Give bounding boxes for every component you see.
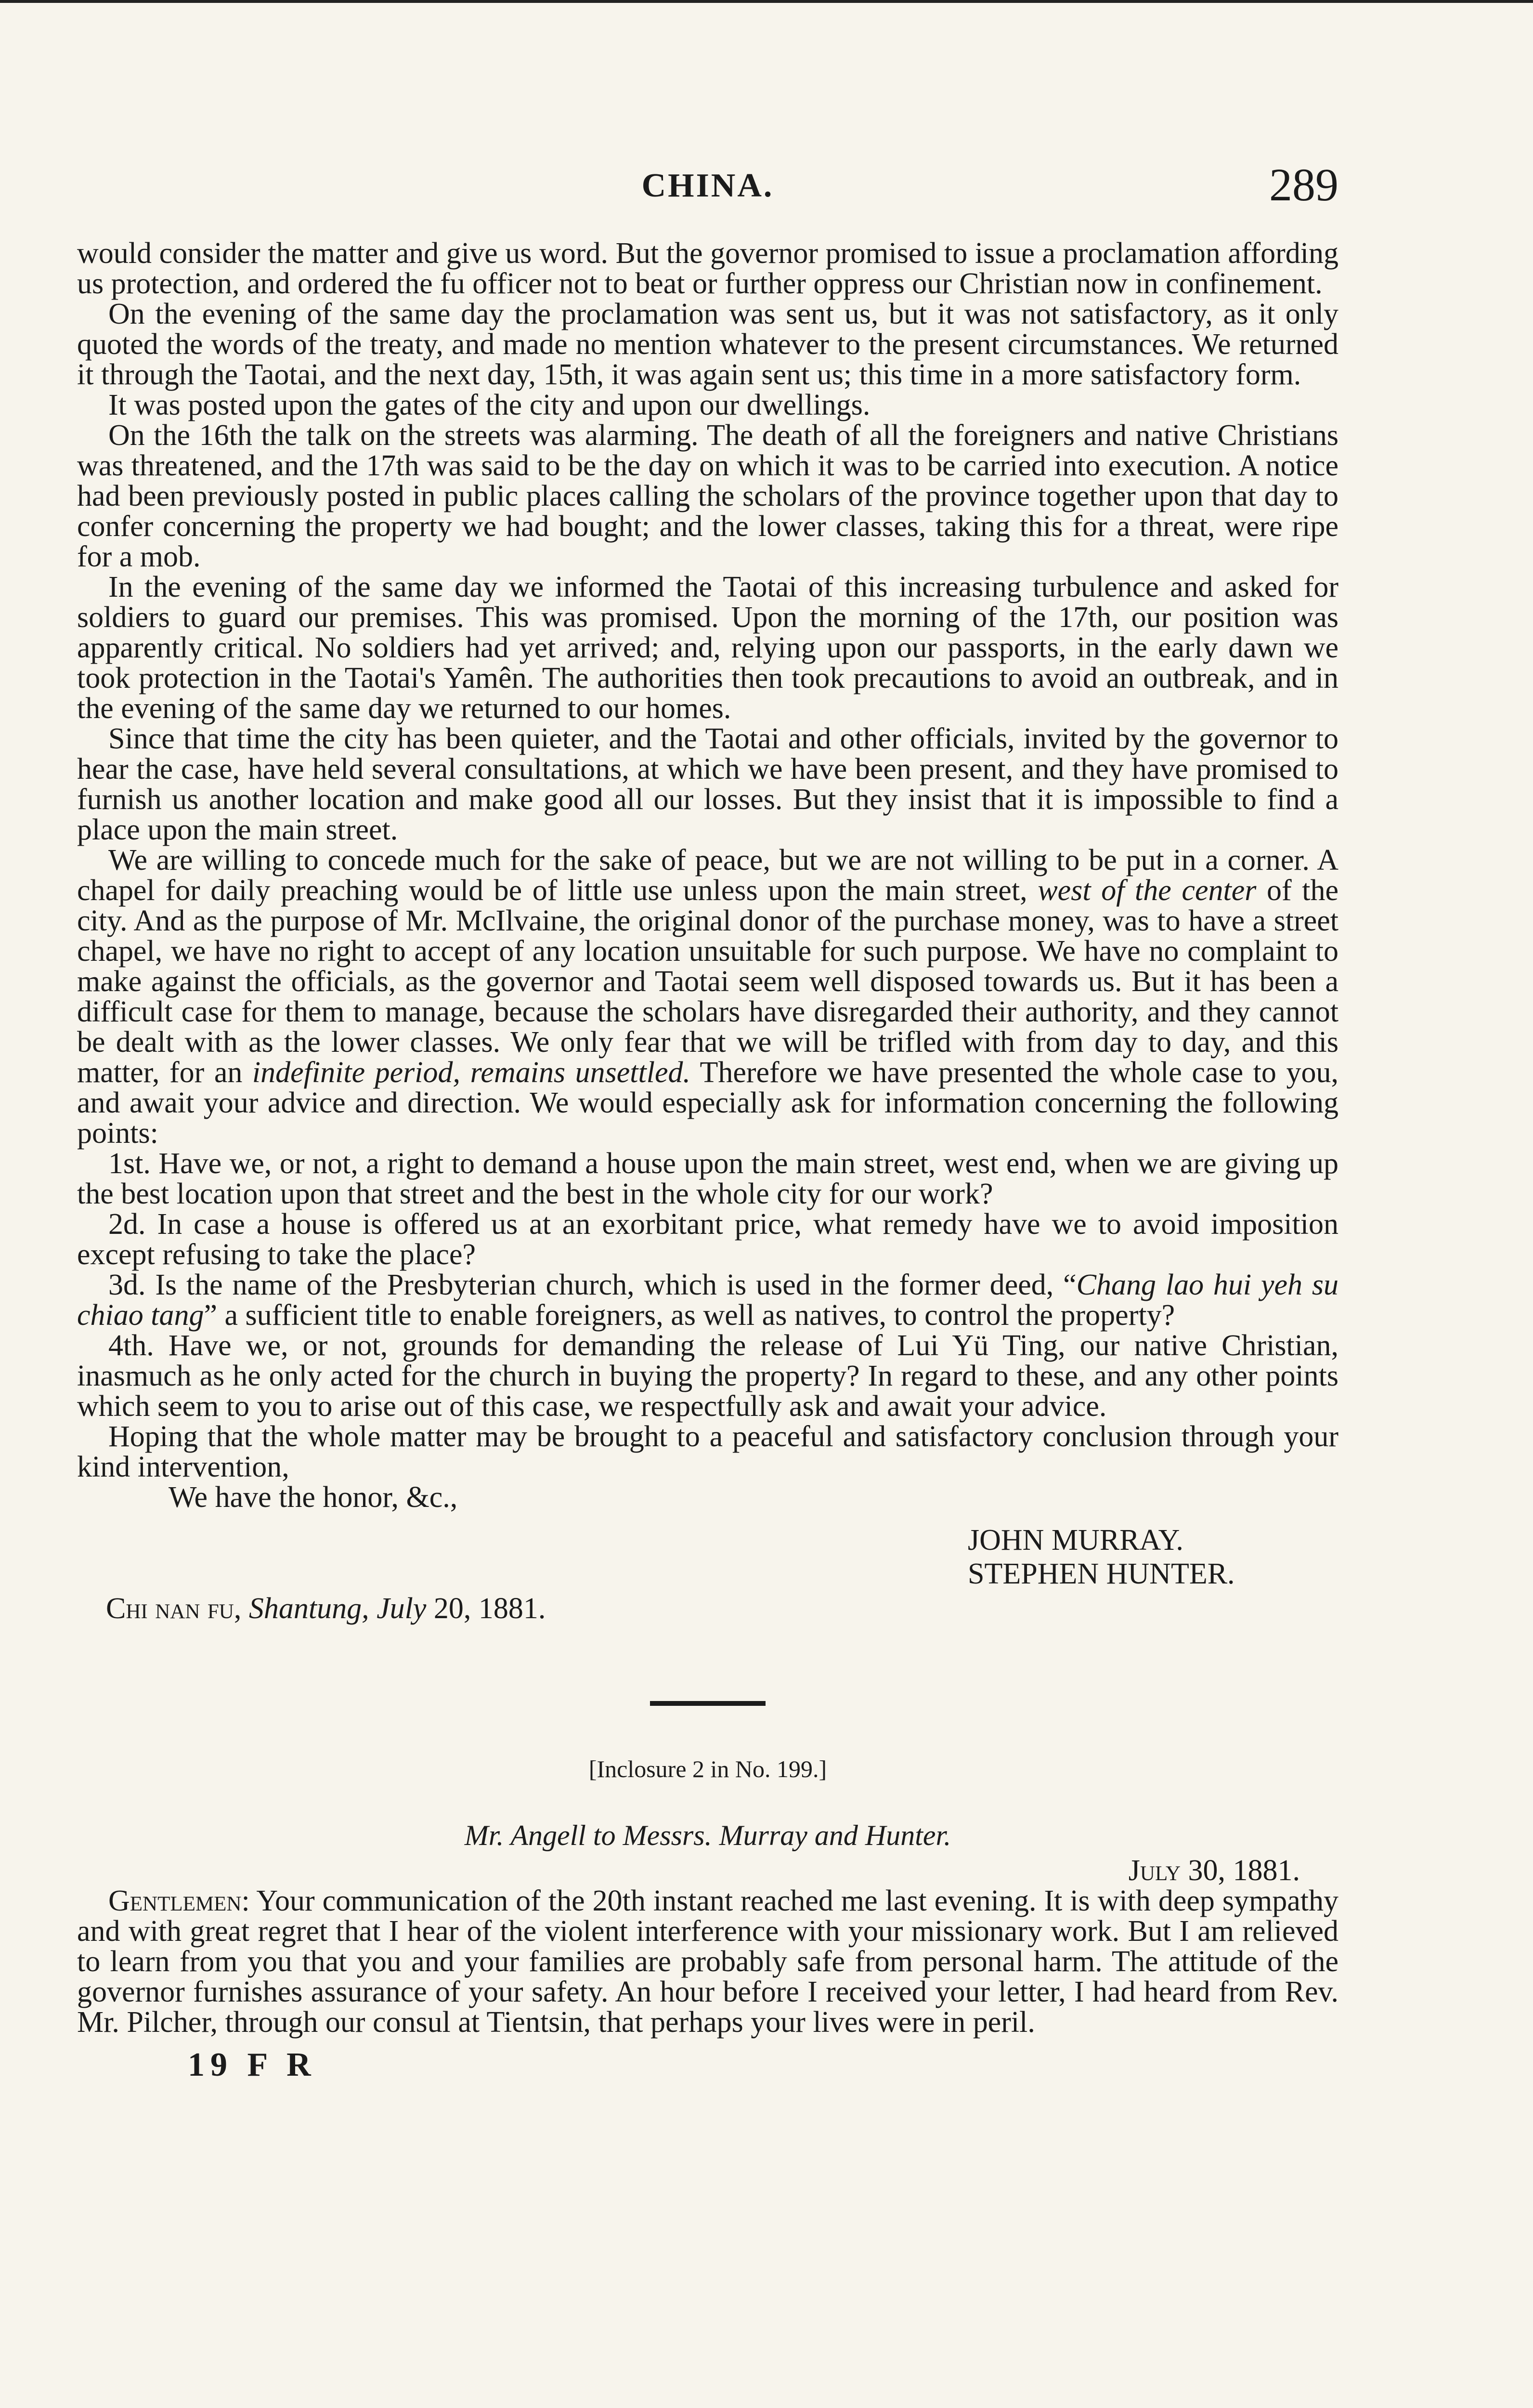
letter-date: July 30, 1881. xyxy=(1128,1854,1300,1887)
paragraph-willing xyxy=(77,845,1338,1149)
letter-heading: Mr. Angell to Messrs. Murray and Hunter. xyxy=(464,1819,951,1851)
dateline-place: Chi nan fu, xyxy=(106,1592,242,1625)
paragraph-willing-emphasis: west of the center xyxy=(1038,874,1257,907)
church-name: Chang lao hui yeh su chiao tang xyxy=(77,1269,1338,1332)
paragraph-6: Since that time the city has been quieter, and the Taotai and other officials, invited by the governor to hear the case, have held several consultations, at which we have been present, and they have promised to furnish us another location and make good all our losses. But they insist that it is impossible to find a place upon the main street. xyxy=(77,722,1338,846)
signature-mark: 19 F R xyxy=(188,2046,317,2083)
page-number: 289 xyxy=(1269,159,1338,210)
point-third xyxy=(77,1270,1338,1331)
paragraph-1: would consider the matter and give us word. But the governor promised to issue a proclamation affording us protection, and ordered the fu officer not to beat or further oppress our Christian now in confinement. xyxy=(77,237,1338,300)
section-divider xyxy=(650,1701,766,1706)
running-head: CHINA. xyxy=(641,167,774,204)
signature-murray: JOHN MURRAY. xyxy=(968,1524,1183,1557)
point-fourth: 4th. Have we, or not, grounds for demanding the release of Lui Yü Ting, our native Christian, inasmuch as he only acted for the church in buying the property? In regard to these, and any other points which seem to you to arise out of this case, we respectfully ask and await your advice. xyxy=(77,1329,1338,1423)
point-third-text-a: 3d. Is the name of the Presbyterian church, which is used in the former deed, “ xyxy=(108,1269,1077,1301)
top-border xyxy=(0,0,1533,3)
page-body xyxy=(77,237,1339,2083)
paragraph-3: It was posted upon the gates of the city and upon our dwellings. xyxy=(108,389,870,421)
inclosure-label: [Inclosure 2 in No. 199.] xyxy=(588,1755,827,1782)
closing: We have the honor, &c., xyxy=(169,1481,458,1514)
dateline-month: July xyxy=(377,1592,427,1625)
salutation: Gentlemen: xyxy=(108,1885,250,1917)
letter-body xyxy=(77,1886,1338,2038)
signature-block xyxy=(968,1523,1338,1591)
letter-body-text: Your communication of the 20th instant reached me last evening. It is with deep sympathy and with great regret that I hear of the violent interference with your missionary work. But I am relieved to learn from you that you and your families are probably safe from personal harm. The attitude of the governor furnishes assurance of your safety. An hour before I received your letter, I had heard from Rev. Mr. Pilcher, through our consul at Tientsin, that perhaps your lives were in peril. xyxy=(77,1885,1339,2039)
paragraph-willing-text-c: Therefore we have presented the whole case to you, and await your advice and direction. We would especially ask for information concerning the following points: xyxy=(77,1056,1338,1150)
page-header xyxy=(77,158,1338,211)
dateline xyxy=(106,1594,1338,1624)
paragraph-2: On the evening of the same day the proclamation was sent us, but it was not satisfactory, as it only quoted the words of the treaty, and made no mention whatever to the present circumstances. We returned it through the Taotai, and the next day, 15th, it was again sent us; this time in a more satisfactory form. xyxy=(77,298,1338,391)
dateline-province: Shantung, xyxy=(248,1592,369,1625)
paragraph-willing-emphasis-2: indefinite period, remains unsettled. xyxy=(252,1056,690,1089)
paragraph-hoping: Hoping that the whole matter may be brought to a peaceful and satisfactory conclusion through your kind intervention, xyxy=(77,1420,1338,1483)
dateline-date: 20, 1881. xyxy=(433,1592,546,1625)
point-first: 1st. Have we, or not, a right to demand a house upon the main street, west end, when we are giving up the best location upon that street and the best in the whole city for our work? xyxy=(77,1147,1338,1210)
paragraph-4: On the 16th the talk on the streets was alarming. The death of all the foreigners and native Christians was threatened, and the 17th was said to be the day on which it was to be carried into execution. A notice had been previously posted in public places calling the scholars of the province together upon that day to confer concerning the property we had bought; and the lower classes, taking this for a threat, were ripe for a mob. xyxy=(77,419,1338,573)
paragraph-5: In the evening of the same day we informed the Taotai of this increasing turbulence and asked for soldiers to guard our premises. This was promised. Upon the morning of the 17th, our position was apparently critical. No soldiers had yet arrived; and, relying upon our passports, in the early dawn we took protection in the Taotai's Yamên. The authorities then took precautions to avoid an outbreak, and in the evening of the same day we returned to our homes. xyxy=(77,571,1338,725)
paragraph-willing-text-b: of the city. And as the purpose of Mr. McIlvaine, the original donor of the purchase money, was to have a street chapel, we have no right to accept of any location unsuitable for such purpose. We have no complaint to make against the officials, as the governor and Taotai seem well disposed towards us. But it has been a difficult case for them to manage, because the scholars have disregarded their authority, and they cannot be dealt with as the lower classes. We only fear that we will be trifled with from day to day, and this matter, for an xyxy=(77,874,1339,1089)
point-second: 2d. In case a house is offered us at an exorbitant price, what remedy have we to avoid imposition except refusing to take the place? xyxy=(77,1208,1338,1271)
point-third-text-b: ” a sufficient title to enable foreigners, as well as natives, to control the property? xyxy=(204,1299,1175,1332)
signature-hunter: STEPHEN HUNTER. xyxy=(968,1557,1235,1590)
paragraph-willing-text-a: We are willing to concede much for the sake of peace, but we are not willing to be put in a corner. A chapel for daily preaching would be of little use unless upon the main street, xyxy=(77,844,1338,907)
